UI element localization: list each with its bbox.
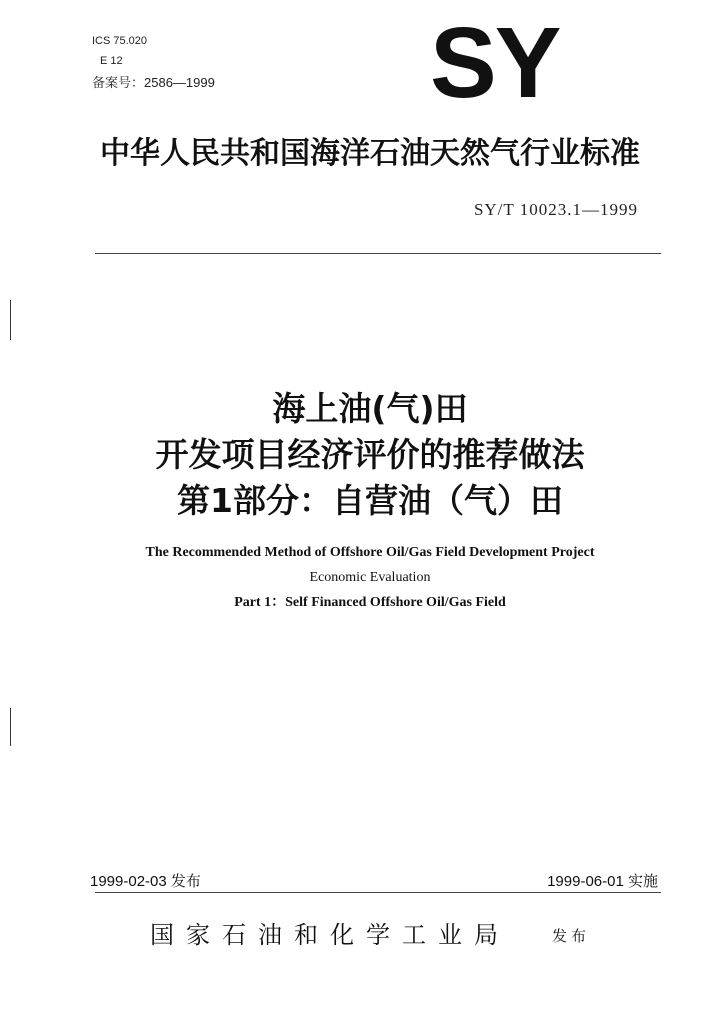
footer-divider — [95, 892, 661, 893]
title-zh-line-3: 第1部分：自营油（气）田 — [177, 481, 563, 520]
title-zh-line-2: 开发项目经济评价的推荐做法 — [155, 435, 585, 474]
header-divider — [95, 253, 661, 254]
scan-mark-left-bottom — [10, 708, 11, 746]
issue-label: 发布 — [552, 927, 591, 945]
title-en-line-3: Part 1：Self Financed Offshore Oil/Gas Field — [234, 595, 506, 610]
scan-mark-left-top — [10, 300, 11, 340]
implement-date: 1999-06-01 实施 — [547, 873, 658, 890]
standard-org-title: 中华人民共和国海洋石油天然气行业标准 — [100, 136, 640, 171]
title-zh-line-1: 海上油(气)田 — [272, 389, 468, 428]
sy-logo: SY — [430, 7, 560, 119]
ics-code: ICS 75.020 — [92, 35, 148, 47]
title-en-line-2: Economic Evaluation — [309, 570, 431, 585]
publish-date: 1999-02-03 发布 — [90, 873, 201, 890]
record-number: 备案号：2586—1999 — [92, 75, 215, 90]
issuing-authority: 国家石油和化学工业局 — [150, 921, 510, 949]
standard-number: SY/T 10023.1—1999 — [473, 200, 638, 219]
title-en-line-1: The Recommended Method of Offshore Oil/Gas Field Development Project — [145, 545, 595, 560]
ccs-code: E 12 — [100, 55, 123, 67]
